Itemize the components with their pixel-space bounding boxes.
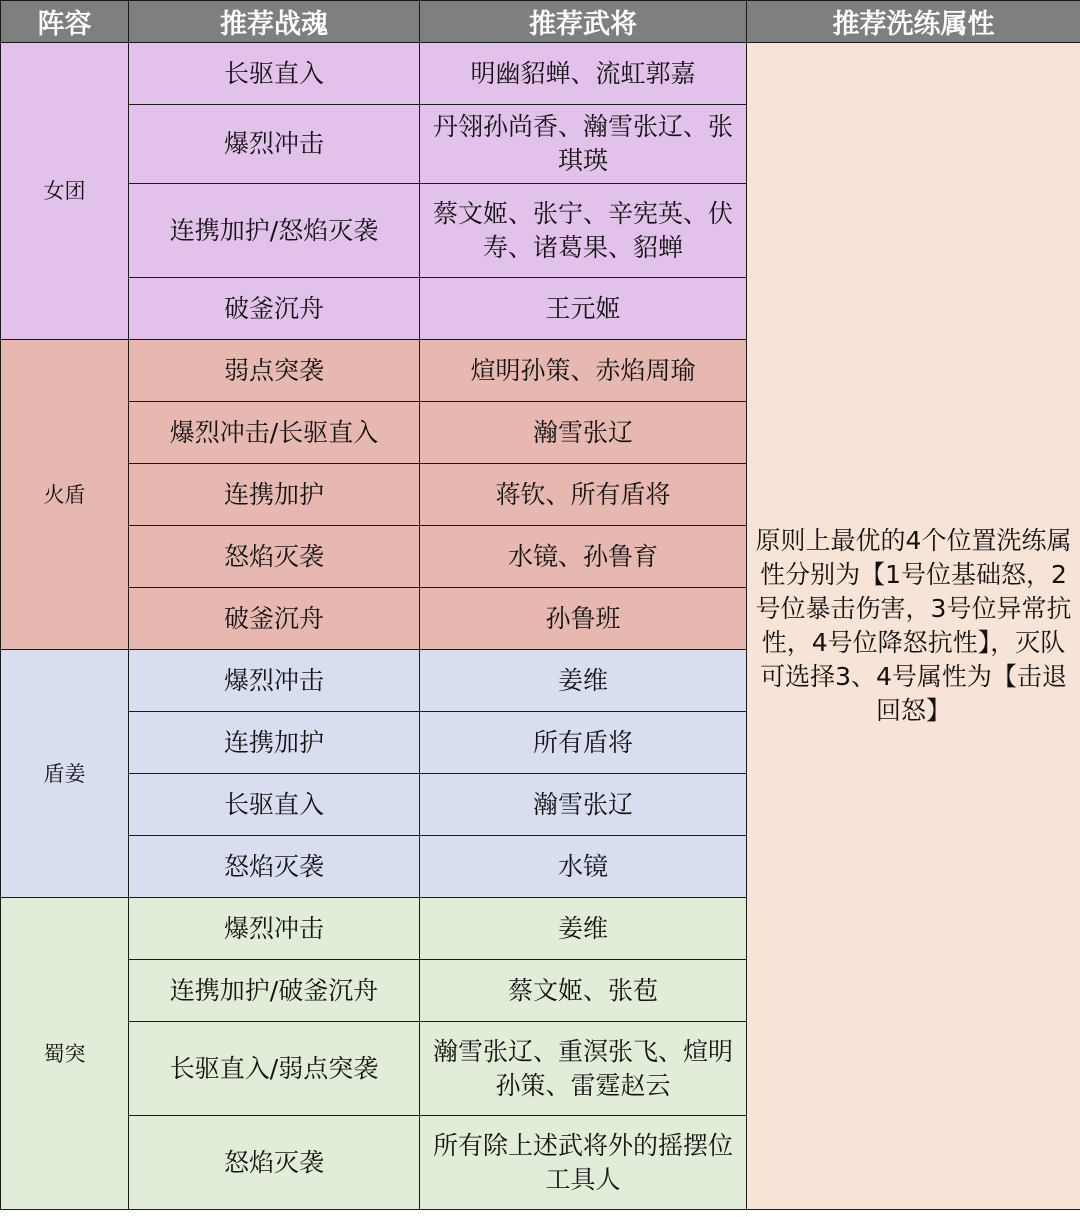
table-row xyxy=(1,43,1080,105)
soul-cell: 破釜沉舟 xyxy=(129,278,420,340)
generals-cell: 蔡文姬、张宁、辛宪英、伏寿、诸葛果、貂蝉 xyxy=(420,184,747,278)
soul-cell: 爆烈冲击 xyxy=(129,105,420,184)
header-generals: 推荐武将 xyxy=(420,1,747,43)
generals-cell: 所有盾将 xyxy=(420,712,747,774)
generals-cell: 蒋钦、所有盾将 xyxy=(420,464,747,526)
soul-cell: 连携加护/怒焰灭袭 xyxy=(129,184,420,278)
soul-cell: 破釜沉舟 xyxy=(129,588,420,650)
refine-note: 原则上最优的4个位置洗练属性分别为【1号位基础怒，2号位暴击伤害，3号位异常抗性，4号位降怒抗性】，灭队可选择3、4号属性为【击退回怒】 xyxy=(747,43,1080,1210)
generals-cell: 孙鲁班 xyxy=(420,588,747,650)
generals-cell: 水镜 xyxy=(420,836,747,898)
soul-cell: 连携加护/破釜沉舟 xyxy=(129,960,420,1022)
generals-cell: 瀚雪张辽 xyxy=(420,402,747,464)
generals-cell: 王元姬 xyxy=(420,278,747,340)
generals-cell: 姜维 xyxy=(420,898,747,960)
lineup-name: 火盾 xyxy=(1,340,129,650)
soul-cell: 弱点突袭 xyxy=(129,340,420,402)
soul-cell: 连携加护 xyxy=(129,464,420,526)
soul-cell: 爆烈冲击 xyxy=(129,650,420,712)
soul-cell: 长驱直入 xyxy=(129,43,420,105)
soul-cell: 长驱直入 xyxy=(129,774,420,836)
soul-cell: 怒焰灭袭 xyxy=(129,836,420,898)
header-refine: 推荐洗练属性 xyxy=(747,1,1080,43)
header-row xyxy=(1,1,1080,43)
generals-cell: 水镜、孙鲁育 xyxy=(420,526,747,588)
generals-cell: 瀚雪张辽、重溟张飞、煊明孙策、雷霆赵云 xyxy=(420,1022,747,1116)
soul-cell: 爆烈冲击/长驱直入 xyxy=(129,402,420,464)
soul-cell: 怒焰灭袭 xyxy=(129,1116,420,1210)
generals-cell: 所有除上述武将外的摇摆位工具人 xyxy=(420,1116,747,1210)
lineup-name: 女团 xyxy=(1,43,129,340)
generals-cell: 蔡文姬、张苞 xyxy=(420,960,747,1022)
generals-cell: 丹翎孙尚香、瀚雪张辽、张琪瑛 xyxy=(420,105,747,184)
generals-cell: 姜维 xyxy=(420,650,747,712)
generals-cell: 煊明孙策、赤焰周瑜 xyxy=(420,340,747,402)
soul-cell: 怒焰灭袭 xyxy=(129,526,420,588)
lineup-name: 盾姜 xyxy=(1,650,129,898)
soul-cell: 长驱直入/弱点突袭 xyxy=(129,1022,420,1116)
lineup-name: 蜀突 xyxy=(1,898,129,1210)
generals-cell: 明幽貂蝉、流虹郭嘉 xyxy=(420,43,747,105)
soul-cell: 爆烈冲击 xyxy=(129,898,420,960)
soul-cell: 连携加护 xyxy=(129,712,420,774)
header-lineup: 阵容 xyxy=(1,1,129,43)
generals-cell: 瀚雪张辽 xyxy=(420,774,747,836)
header-soul: 推荐战魂 xyxy=(129,1,420,43)
